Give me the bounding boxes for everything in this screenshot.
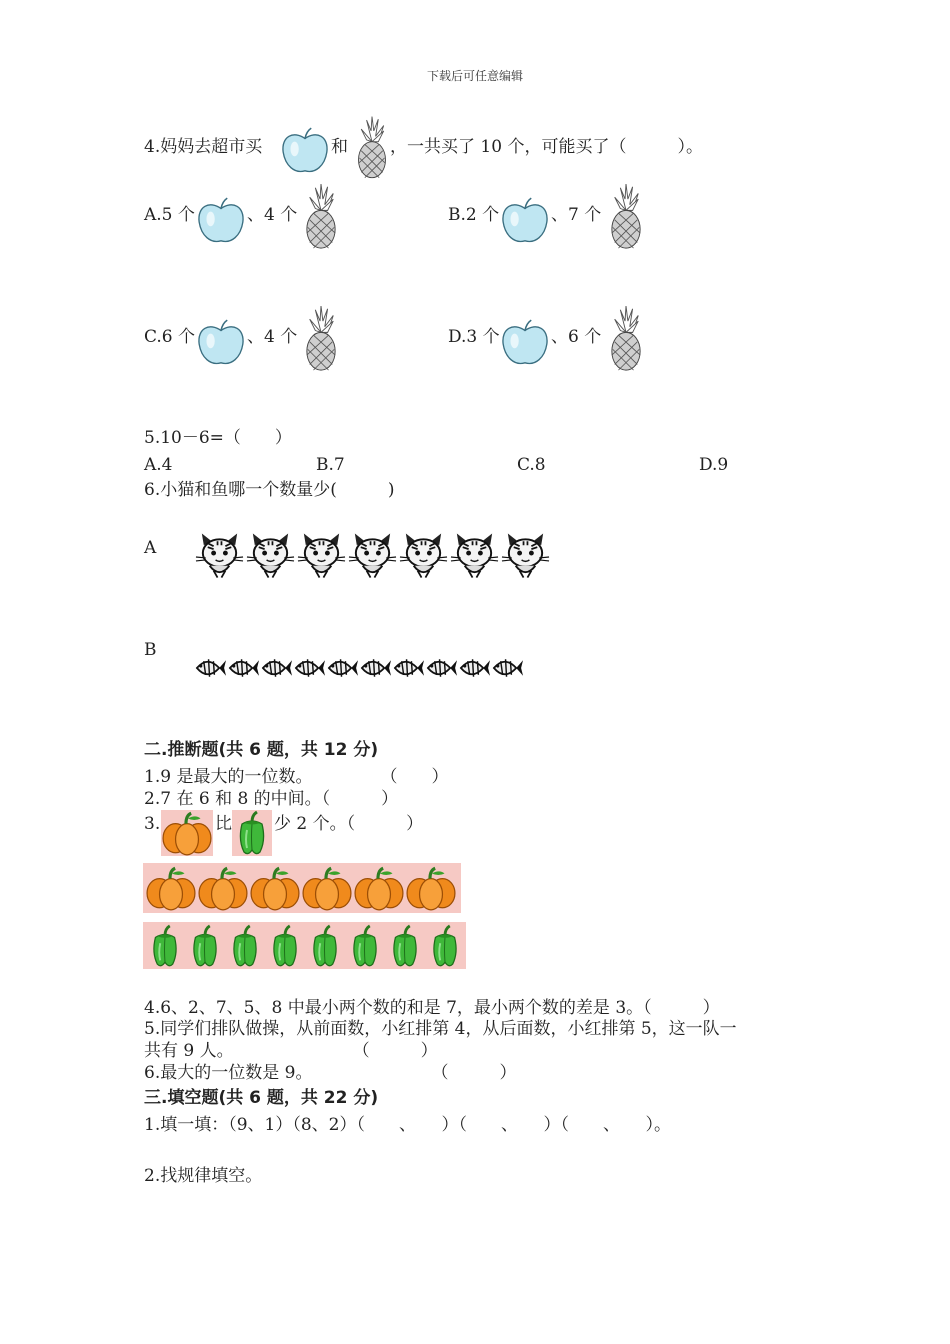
pepper-icon [425, 924, 465, 968]
pineapple-icon [354, 115, 390, 181]
q5-option-b: B.7 [316, 455, 345, 475]
q4-prefix: 4.妈妈去超市买 [144, 137, 263, 157]
pineapple-icon [607, 184, 645, 250]
fish-icon [392, 653, 425, 683]
pumpkin-icon [197, 865, 249, 911]
apple-icon [195, 194, 247, 246]
pepper-icon [185, 924, 225, 968]
pumpkin-icon [145, 865, 197, 911]
q5-option-a: A.4 [144, 455, 173, 475]
q4-option-b-sep: 、7 个 [551, 205, 602, 225]
cat-icon [500, 531, 551, 581]
q4-option-d-label: D.3 个 [448, 327, 500, 347]
q4-option-a-label: A.5 个 [144, 205, 195, 225]
fish-icon [458, 653, 491, 683]
pepper-icon [385, 924, 425, 968]
apple-icon [279, 124, 331, 176]
pepper-icon [232, 810, 272, 856]
pepper-row [143, 922, 466, 969]
pumpkin-icon [161, 810, 213, 856]
pepper-icon [305, 924, 345, 968]
section-3-title: 三.填空题(共 6 题，共 22 分) [144, 1088, 379, 1108]
q5-option-d: D.9 [699, 455, 729, 475]
pepper-icon [265, 924, 305, 968]
fish-icon [260, 653, 293, 683]
fish-icon [359, 653, 392, 683]
cat-icon [449, 531, 500, 581]
s2-q3-suffix: 少 2 个。（ ） [274, 814, 424, 834]
apple-icon [499, 316, 551, 368]
pumpkin-icon [353, 865, 405, 911]
q5-option-c: C.8 [517, 455, 546, 475]
pepper-icon-box [232, 810, 272, 856]
pumpkin-icon [249, 865, 301, 911]
pineapple-icon [302, 306, 340, 372]
q4-option-d-sep: 、6 个 [551, 327, 602, 347]
fish-icon [425, 653, 458, 683]
q4-option-c-sep: 、4 个 [247, 327, 298, 347]
q4-mid: 和 [331, 137, 348, 157]
s2-q5-line1: 5.同学们排队做操，从前面数，小红排第 4，从后面数，小红排第 5，这一队一 [144, 1019, 737, 1039]
q4-option-a-sep: 、4 个 [247, 205, 298, 225]
s3-q2: 2.找规律填空。 [144, 1166, 263, 1186]
fish-icon [194, 653, 227, 683]
cat-icon [194, 531, 245, 581]
cat-icon [347, 531, 398, 581]
q5-stem: 5.10－6=（ ） [144, 428, 292, 448]
s2-q5-line2: 共有 9 人。 （ ） [144, 1041, 438, 1061]
fish-icon [326, 653, 359, 683]
q6-row-b-label: B [144, 640, 157, 660]
pepper-icon [225, 924, 265, 968]
pumpkin-icon-box [161, 810, 213, 856]
pumpkin-row [143, 863, 461, 913]
q4-option-b-label: B.2 个 [448, 205, 500, 225]
s2-q6: 6.最大的一位数是 9。 （ ） [144, 1063, 517, 1083]
pumpkin-icon [405, 865, 457, 911]
cat-icon [245, 531, 296, 581]
pepper-icon [145, 924, 185, 968]
section-2-title: 二.推断题(共 6 题，共 12 分) [144, 740, 379, 760]
q4-option-c-label: C.6 个 [144, 327, 196, 347]
pepper-icon [345, 924, 385, 968]
s2-q2: 2.7 在 6 和 8 的中间。（ ） [144, 789, 399, 809]
cat-icon [296, 531, 347, 581]
pumpkin-icon [301, 865, 353, 911]
s3-q1: 1.填一填：（9、1）（8、2）（ 、 ）（ 、 ）（ 、 ）。 [144, 1115, 671, 1135]
pineapple-icon [607, 306, 645, 372]
s2-q4: 4.6、2、7、5、8 中最小两个数的和是 7，最小两个数的差是 3。（ ） [144, 998, 720, 1018]
cat-row [194, 530, 551, 582]
fish-icon [491, 653, 524, 683]
q6-row-a-label: A [144, 538, 157, 558]
apple-icon [195, 316, 247, 368]
s2-q1: 1.9 是最大的一位数。 （ ） [144, 767, 449, 787]
q6-stem: 6.小猫和鱼哪一个数量少( ) [144, 480, 395, 500]
fish-icon [227, 653, 260, 683]
q4-suffix: ，一共买了 10 个，可能买了（ ）。 [390, 137, 703, 157]
pineapple-icon [302, 184, 340, 250]
s2-q3-mid: 比 [215, 814, 232, 834]
cat-icon [398, 531, 449, 581]
apple-icon [499, 194, 551, 246]
s2-q3-prefix: 3. [144, 814, 161, 834]
fish-row [194, 652, 524, 684]
fish-icon [293, 653, 326, 683]
page-header: 下载后可任意编辑 [426, 69, 523, 83]
